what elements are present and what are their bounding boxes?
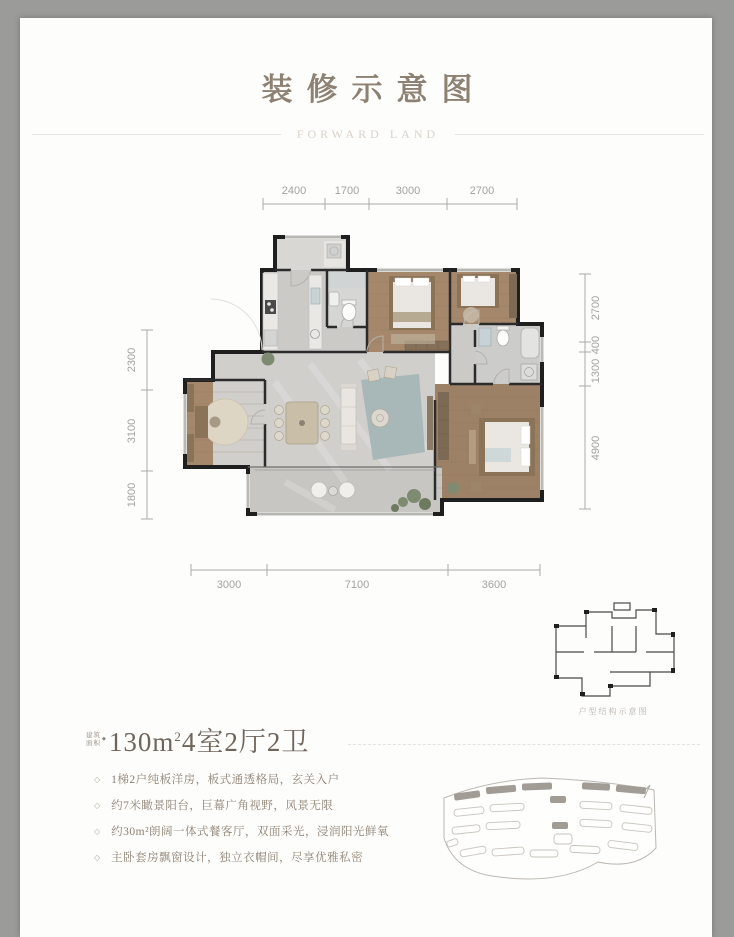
- cabinet: [187, 434, 194, 462]
- area-label: [86, 732, 101, 747]
- porch-equipment: [327, 244, 341, 258]
- rug: [391, 334, 435, 344]
- plant-icon: [447, 482, 459, 494]
- closet: [509, 274, 517, 318]
- feature-item: [94, 792, 389, 818]
- brand-subtitle: FORWARD LAND: [296, 127, 440, 141]
- toilet-icon: [342, 304, 356, 321]
- dim-bottom-1: 3000: [216, 579, 242, 591]
- basin: [329, 292, 339, 306]
- dim-top-4: 2700: [469, 185, 495, 197]
- area-layout: 4室2厅2卫: [181, 727, 310, 757]
- shower: [521, 328, 539, 358]
- area-superscript: 2: [174, 729, 182, 744]
- feature-text: 1梯2户纯板洋房，板式通透格局，玄关入户: [111, 774, 340, 786]
- bench: [469, 430, 476, 464]
- dim-right-3: 1300: [590, 358, 602, 384]
- feature-list: [94, 766, 389, 870]
- sink: [311, 288, 320, 304]
- subtitle-rule-right: [455, 134, 704, 135]
- dim-top-2: 1700: [334, 185, 360, 197]
- chair: [210, 417, 221, 428]
- fridge: [264, 330, 277, 346]
- diamond-bullet-icon: ◇: [94, 852, 101, 862]
- area-number: 130m: [108, 727, 175, 757]
- dining-area: [275, 402, 330, 444]
- round-rug: [463, 307, 479, 323]
- feature-text: 约7米瞰景阳台，巨幕广角视野，风景无限: [111, 800, 334, 812]
- diamond-bullet-icon: ◇: [94, 800, 101, 810]
- dim-right-1: 2700: [590, 295, 602, 321]
- round-rug: [202, 399, 248, 445]
- feature-item: [94, 844, 389, 870]
- stove: [265, 300, 276, 314]
- dim-right-4: 4900: [590, 435, 602, 461]
- nightstand: [471, 482, 481, 492]
- site-plan: [430, 756, 668, 890]
- desk: [195, 406, 208, 438]
- chair: [339, 482, 355, 498]
- subtitle-rule-left: [32, 134, 281, 135]
- diamond-bullet-icon: ◇: [94, 774, 101, 784]
- cabinet: [187, 384, 194, 412]
- area-value: [109, 720, 310, 759]
- armchair: [384, 366, 397, 379]
- sofa: [341, 388, 356, 444]
- plant-icon: [262, 353, 275, 366]
- dim-bottom-2: 7100: [344, 579, 370, 591]
- tv-console: [427, 396, 433, 450]
- area-divider-line: [348, 744, 700, 745]
- kitchen-island: [309, 275, 322, 349]
- feature-item: [94, 818, 389, 844]
- area-row: [86, 720, 309, 759]
- dim-top-1: 2400: [281, 185, 307, 197]
- side-table: [329, 487, 338, 496]
- subtitle-row: [32, 127, 704, 142]
- area-label-bottom: 面积: [86, 739, 101, 747]
- basin: [479, 328, 491, 346]
- dim-left-1: 2300: [126, 347, 138, 373]
- dim-top-3: 3000: [395, 185, 421, 197]
- feature-text: 约30m²朗阔一体式餐客厅，双面采光，浸润阳光鲜氧: [111, 826, 390, 838]
- armchair: [367, 369, 380, 382]
- toilet-icon: [497, 330, 509, 346]
- area-label-top: 建筑: [86, 732, 101, 739]
- floor-plan: [105, 152, 625, 597]
- structure-inset-plan: [526, 592, 701, 704]
- dim-left-2: 3100: [126, 418, 138, 444]
- dim-left-3: 1800: [126, 482, 138, 508]
- dim-bottom-3: 3600: [481, 579, 507, 591]
- page-title: 装修示意图: [261, 72, 487, 107]
- diamond-bullet-icon: ◇: [94, 826, 101, 836]
- wardrobe: [438, 392, 449, 460]
- nightstand: [471, 404, 481, 414]
- inset-walls: [556, 603, 674, 696]
- feature-item: [94, 766, 389, 792]
- dim-right-2: 400: [590, 335, 602, 355]
- coffee-table: [371, 409, 389, 427]
- feature-text: 主卧套房飘窗设计，独立衣帽间，尽享优雅私密: [111, 852, 364, 864]
- hall-floor: [450, 324, 475, 384]
- chair: [311, 482, 327, 498]
- inset-caption: 户型结构示意图: [578, 707, 649, 716]
- diamond-icon: ◆: [102, 737, 106, 742]
